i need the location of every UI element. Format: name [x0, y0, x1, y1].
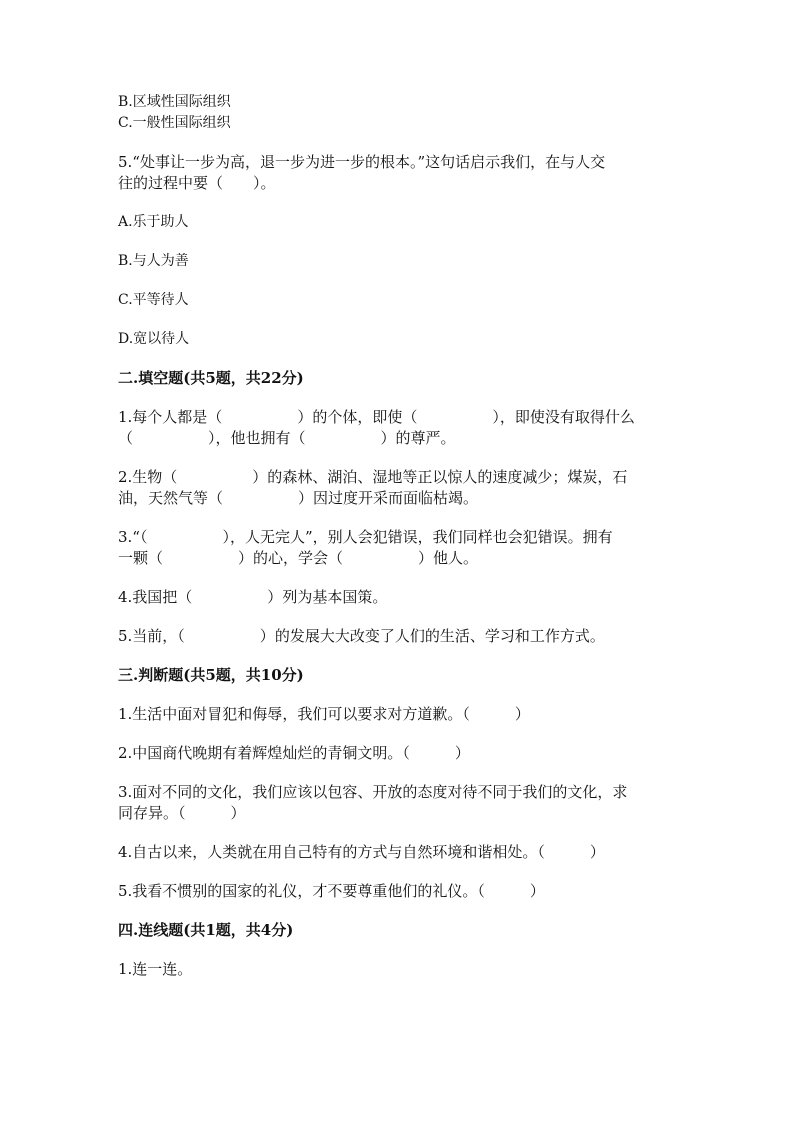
question-text: 3.面对不同的文化，我们应该以包容、开放的态度对待不同于我们的文化，求 — [118, 783, 628, 801]
question-text: 5.当前，（ ）的发展大大改变了人们的生活、学习和工作方式。 — [118, 627, 605, 645]
exam-page — [118, 92, 678, 980]
fill-blank-question-3 — [118, 527, 678, 569]
true-false-question-3 — [118, 782, 678, 824]
true-false-question-4 — [118, 842, 678, 863]
question-text: 4.自古以来，人类就在用自己特有的方式与自然环境和谐相处。（ ） — [118, 843, 605, 861]
question-text: 5.我看不惯别的国家的礼仪，才不要尊重他们的礼仪。（ ） — [118, 882, 545, 900]
matching-question-1 — [118, 959, 678, 980]
question-text-continued: 油，天然气等（ ）因过度开采而面临枯竭。 — [118, 489, 479, 507]
option-d: D.宽以待人 — [118, 331, 190, 347]
question-text: 3.“（ ），人无完人”，别人会犯错误，我们同样也会犯错误。拥有 — [118, 528, 613, 546]
question-text: 4.我国把（ ）列为基本国策。 — [118, 588, 388, 606]
question-text: 1.生活中面对冒犯和侮辱，我们可以要求对方道歉。（ ） — [118, 705, 530, 723]
question-text: 1.每个人都是（ ）的个体，即使（ ），即使没有取得什么 — [118, 408, 635, 426]
true-false-question-2 — [118, 743, 678, 764]
option-b: B.区域性国际组织 — [118, 94, 231, 110]
fill-blank-question-1 — [118, 407, 678, 449]
question-text: 2.中国商代晚期有着辉煌灿烂的青铜文明。（ ） — [118, 744, 470, 762]
option-c: C.平等待人 — [118, 292, 189, 308]
question-stem-continued: 往的过程中要（ ）。 — [118, 174, 276, 192]
question-5 — [118, 152, 678, 350]
option-a: A.乐于助人 — [118, 214, 189, 230]
question-stem: 5.“处事让一步为高，退一步为进一步的根本。”这句话启示我们，在与人交 — [118, 153, 606, 171]
question-text: 2.生物（ ）的森林、湖泊、湿地等正以惊人的速度减少；煤炭，石 — [118, 468, 628, 486]
true-false-question-1 — [118, 704, 678, 725]
fill-blank-question-5 — [118, 626, 678, 647]
carryover-options — [118, 92, 678, 134]
section-heading-true-false: 三.判断题(共5题，共10分) — [118, 666, 304, 684]
question-text-continued: 一颗（ ）的心，学会（ ）他人。 — [118, 549, 479, 567]
true-false-question-5 — [118, 881, 678, 902]
option-b: B.与人为善 — [118, 253, 189, 269]
section-heading-fill-blank: 二.填空题(共5题，共22分) — [118, 369, 304, 387]
question-text: 1.连一连。 — [118, 960, 193, 978]
section-heading-matching: 四.连线题(共1题，共4分) — [118, 921, 294, 939]
fill-blank-question-4 — [118, 587, 678, 608]
question-text-continued: 同存异。（ ） — [118, 804, 246, 822]
question-text-continued: （ ），他也拥有（ ）的尊严。 — [118, 429, 456, 447]
fill-blank-question-2 — [118, 467, 678, 509]
option-c: C.一般性国际组织 — [118, 115, 231, 131]
